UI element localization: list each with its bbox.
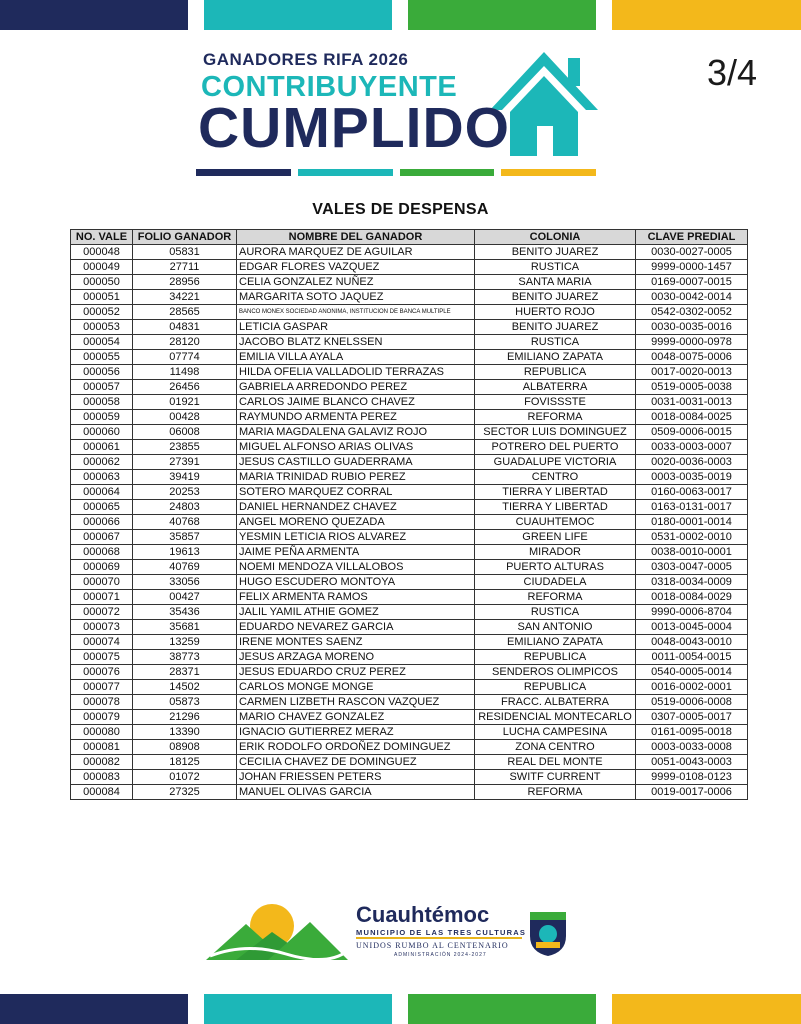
table-row xyxy=(71,365,748,380)
cell-folio: 33056 xyxy=(133,575,237,590)
cell-colonia: BENITO JUAREZ xyxy=(475,290,636,305)
cell-clave: 0048-0043-0010 xyxy=(636,635,748,650)
cell-colonia: EMILIANO ZAPATA xyxy=(475,635,636,650)
cell-no-vale: 000063 xyxy=(71,470,133,485)
table-row xyxy=(71,560,748,575)
municipal-logo xyxy=(206,902,578,972)
cell-no-vale: 000070 xyxy=(71,575,133,590)
cell-no-vale: 000071 xyxy=(71,590,133,605)
cell-nombre: SOTERO MARQUEZ CORRAL xyxy=(237,485,475,500)
cell-folio: 01072 xyxy=(133,770,237,785)
table-row xyxy=(71,605,748,620)
cell-no-vale: 000058 xyxy=(71,395,133,410)
cell-no-vale: 000049 xyxy=(71,260,133,275)
cell-colonia: TIERRA Y LIBERTAD xyxy=(475,500,636,515)
table-row xyxy=(71,455,748,470)
cell-colonia: BENITO JUAREZ xyxy=(475,320,636,335)
cell-no-vale: 000056 xyxy=(71,365,133,380)
cell-clave: 0011-0054-0015 xyxy=(636,650,748,665)
cell-clave: 0318-0034-0009 xyxy=(636,575,748,590)
cell-no-vale: 000065 xyxy=(71,500,133,515)
column-header-colonia: COLONIA xyxy=(475,230,636,245)
top-band-yellow xyxy=(612,0,801,30)
table-row xyxy=(71,725,748,740)
cell-clave: 0033-0003-0007 xyxy=(636,440,748,455)
cell-colonia: SECTOR LUIS DOMINGUEZ xyxy=(475,425,636,440)
cell-colonia: MIRADOR xyxy=(475,545,636,560)
cell-colonia: REPUBLICA xyxy=(475,365,636,380)
cell-folio: 18125 xyxy=(133,755,237,770)
cell-no-vale: 000078 xyxy=(71,695,133,710)
cell-clave: 0163-0131-0017 xyxy=(636,500,748,515)
cell-no-vale: 000064 xyxy=(71,485,133,500)
cell-folio: 14502 xyxy=(133,680,237,695)
logo-line-ganadores: GANADORES RIFA 2026 xyxy=(203,50,409,69)
city-slogan: UNIDOS RUMBO AL CENTENARIO xyxy=(356,941,509,950)
cell-clave: 0307-0005-0017 xyxy=(636,710,748,725)
table-row xyxy=(71,395,748,410)
cell-clave: 0020-0036-0003 xyxy=(636,455,748,470)
cell-nombre: EDUARDO NEVAREZ GARCIA xyxy=(237,620,475,635)
cell-clave: 0019-0017-0006 xyxy=(636,785,748,800)
cell-nombre: DANIEL HERNANDEZ CHAVEZ xyxy=(237,500,475,515)
cell-clave: 0161-0095-0018 xyxy=(636,725,748,740)
cell-no-vale: 000073 xyxy=(71,620,133,635)
cell-clave: 0519-0006-0008 xyxy=(636,695,748,710)
cell-clave: 0017-0020-0013 xyxy=(636,365,748,380)
cell-colonia: HUERTO ROJO xyxy=(475,305,636,320)
top-band-navy xyxy=(0,0,188,30)
cell-colonia: REFORMA xyxy=(475,785,636,800)
cell-folio: 27391 xyxy=(133,455,237,470)
cell-nombre: IRENE MONTES SAENZ xyxy=(237,635,475,650)
table-row xyxy=(71,575,748,590)
cell-no-vale: 000051 xyxy=(71,290,133,305)
column-header-clave: CLAVE PREDIAL xyxy=(636,230,748,245)
cell-folio: 28371 xyxy=(133,665,237,680)
winners-table xyxy=(70,229,748,800)
cell-folio: 35681 xyxy=(133,620,237,635)
cell-clave: 0169-0007-0015 xyxy=(636,275,748,290)
cell-colonia: CIUDADELA xyxy=(475,575,636,590)
cell-nombre: EDGAR FLORES VAZQUEZ xyxy=(237,260,475,275)
cell-no-vale: 000057 xyxy=(71,380,133,395)
cell-no-vale: 000050 xyxy=(71,275,133,290)
logo-bar-green xyxy=(400,169,495,176)
cell-nombre: RAYMUNDO ARMENTA PEREZ xyxy=(237,410,475,425)
cell-colonia: FRACC. ALBATERRA xyxy=(475,695,636,710)
table-row xyxy=(71,440,748,455)
crest-band xyxy=(530,912,566,920)
cell-colonia: CENTRO xyxy=(475,470,636,485)
cell-no-vale: 000055 xyxy=(71,350,133,365)
cell-no-vale: 000079 xyxy=(71,710,133,725)
cell-folio: 27325 xyxy=(133,785,237,800)
cell-colonia: REFORMA xyxy=(475,590,636,605)
table-row xyxy=(71,680,748,695)
page-number: 3/4 xyxy=(706,52,757,93)
cell-folio: 05873 xyxy=(133,695,237,710)
city-name: Cuauhtémoc xyxy=(356,902,490,927)
cell-no-vale: 000062 xyxy=(71,455,133,470)
bottom-band-yellow xyxy=(612,994,801,1024)
cell-colonia: TIERRA Y LIBERTAD xyxy=(475,485,636,500)
cell-no-vale: 000054 xyxy=(71,335,133,350)
cell-folio: 19613 xyxy=(133,545,237,560)
cell-colonia: EMILIANO ZAPATA xyxy=(475,350,636,365)
table-row xyxy=(71,590,748,605)
cell-folio: 13390 xyxy=(133,725,237,740)
cell-folio: 38773 xyxy=(133,650,237,665)
cell-nombre: MARIA TRINIDAD RUBIO PEREZ xyxy=(237,470,475,485)
cell-clave: 0030-0035-0016 xyxy=(636,320,748,335)
bottom-band-navy xyxy=(0,994,188,1024)
table-row xyxy=(71,470,748,485)
cell-nombre: JESUS CASTILLO GUADERRAMA xyxy=(237,455,475,470)
logo-line-contribuyente: CONTRIBUYENTE xyxy=(201,71,458,103)
bottom-band-teal xyxy=(204,994,392,1024)
cell-no-vale: 000076 xyxy=(71,665,133,680)
cell-folio: 39419 xyxy=(133,470,237,485)
cell-nombre: AURORA MARQUEZ DE AGUILAR xyxy=(237,245,475,260)
table-row xyxy=(71,545,748,560)
cell-nombre: HILDA OFELIA VALLADOLID TERRAZAS xyxy=(237,365,475,380)
cell-folio: 11498 xyxy=(133,365,237,380)
cell-nombre: JACOBO BLATZ KNELSSEN xyxy=(237,335,475,350)
top-band-green xyxy=(408,0,596,30)
cell-nombre: GABRIELA ARREDONDO PEREZ xyxy=(237,380,475,395)
cell-nombre: NOEMI MENDOZA VILLALOBOS xyxy=(237,560,475,575)
cell-nombre: MARIA MAGDALENA GALAVIZ ROJO xyxy=(237,425,475,440)
cell-no-vale: 000067 xyxy=(71,530,133,545)
cell-folio: 00427 xyxy=(133,590,237,605)
cell-clave: 0016-0002-0001 xyxy=(636,680,748,695)
cell-clave: 0160-0063-0017 xyxy=(636,485,748,500)
cell-no-vale: 000074 xyxy=(71,635,133,650)
cell-nombre: CECILIA CHAVEZ DE DOMINGUEZ xyxy=(237,755,475,770)
cell-nombre: JESUS EDUARDO CRUZ PEREZ xyxy=(237,665,475,680)
cell-nombre: MARIO CHAVEZ GONZALEZ xyxy=(237,710,475,725)
cell-no-vale: 000072 xyxy=(71,605,133,620)
cell-colonia: FOVISSSTE xyxy=(475,395,636,410)
cell-no-vale: 000068 xyxy=(71,545,133,560)
cell-nombre: ANGEL MORENO QUEZADA xyxy=(237,515,475,530)
cell-clave: 0180-0001-0014 xyxy=(636,515,748,530)
cell-colonia: ALBATERRA xyxy=(475,380,636,395)
cell-nombre: HUGO ESCUDERO MONTOYA xyxy=(237,575,475,590)
cell-colonia: RUSTICA xyxy=(475,260,636,275)
cell-clave: 0003-0035-0019 xyxy=(636,470,748,485)
table-row xyxy=(71,740,748,755)
cell-folio: 23855 xyxy=(133,440,237,455)
cell-nombre: EMILIA VILLA AYALA xyxy=(237,350,475,365)
table-row xyxy=(71,515,748,530)
cell-no-vale: 000082 xyxy=(71,755,133,770)
cell-clave: 0303-0047-0005 xyxy=(636,560,748,575)
cell-nombre: JESUS ARZAGA MORENO xyxy=(237,650,475,665)
cell-folio: 24803 xyxy=(133,500,237,515)
cell-folio: 21296 xyxy=(133,710,237,725)
cell-clave: 0051-0043-0003 xyxy=(636,755,748,770)
cell-no-vale: 000053 xyxy=(71,320,133,335)
crest-base xyxy=(536,942,560,948)
cell-colonia: SENDEROS OLIMPICOS xyxy=(475,665,636,680)
cell-clave: 0013-0045-0004 xyxy=(636,620,748,635)
cell-clave: 0509-0006-0015 xyxy=(636,425,748,440)
cell-nombre: JALIL YAMIL ATHIE GOMEZ xyxy=(237,605,475,620)
cell-nombre: IGNACIO GUTIERREZ MERAZ xyxy=(237,725,475,740)
cell-clave: 9999-0000-1457 xyxy=(636,260,748,275)
table-row xyxy=(71,245,748,260)
cell-clave: 0038-0010-0001 xyxy=(636,545,748,560)
cell-folio: 26456 xyxy=(133,380,237,395)
bottom-band-green xyxy=(408,994,596,1024)
table-row xyxy=(71,380,748,395)
coat-of-arms-icon xyxy=(526,906,570,958)
city-subtitle: MUNICIPIO DE LAS TRES CULTURAS xyxy=(356,928,527,937)
cell-colonia: REAL DEL MONTE xyxy=(475,755,636,770)
cell-colonia: BENITO JUAREZ xyxy=(475,245,636,260)
cell-colonia: REPUBLICA xyxy=(475,680,636,695)
cell-folio: 34221 xyxy=(133,290,237,305)
table-header-row xyxy=(71,230,748,245)
cell-nombre: BANCO MONEX SOCIEDAD ANONIMA, INSTITUCION DE BANCA MULTIPLE xyxy=(237,305,475,320)
cell-folio: 01921 xyxy=(133,395,237,410)
table-row xyxy=(71,770,748,785)
cell-folio: 20253 xyxy=(133,485,237,500)
table-row xyxy=(71,275,748,290)
cell-colonia: SWITF CURRENT xyxy=(475,770,636,785)
contribuyente-cumplido-logo xyxy=(196,48,608,180)
cell-no-vale: 000061 xyxy=(71,440,133,455)
cell-folio: 40768 xyxy=(133,515,237,530)
cell-colonia: RESIDENCIAL MONTECARLO xyxy=(475,710,636,725)
cell-nombre: CELIA GONZALEZ NUÑEZ xyxy=(237,275,475,290)
cell-clave: 0030-0027-0005 xyxy=(636,245,748,260)
cell-no-vale: 000052 xyxy=(71,305,133,320)
cell-clave: 0003-0033-0008 xyxy=(636,740,748,755)
cell-nombre: ERIK RODOLFO ORDOÑEZ DOMINGUEZ xyxy=(237,740,475,755)
cell-colonia: SAN ANTONIO xyxy=(475,620,636,635)
table-row xyxy=(71,320,748,335)
cell-nombre: YESMIN LETICIA RIOS ALVAREZ xyxy=(237,530,475,545)
cell-nombre: CARLOS JAIME BLANCO CHAVEZ xyxy=(237,395,475,410)
cell-nombre: MARGARITA SOTO JAQUEZ xyxy=(237,290,475,305)
section-title: VALES DE DESPENSA xyxy=(312,201,489,218)
cell-no-vale: 000060 xyxy=(71,425,133,440)
table-row xyxy=(71,305,748,320)
cell-no-vale: 000069 xyxy=(71,560,133,575)
cell-folio: 28565 xyxy=(133,305,237,320)
cell-clave: 0540-0005-0014 xyxy=(636,665,748,680)
cell-clave: 0048-0075-0006 xyxy=(636,350,748,365)
cell-clave: 0018-0084-0029 xyxy=(636,590,748,605)
cell-folio: 28120 xyxy=(133,335,237,350)
cell-folio: 35436 xyxy=(133,605,237,620)
cell-clave: 9990-0006-8704 xyxy=(636,605,748,620)
logo-bar-teal xyxy=(298,169,393,176)
cell-colonia: LUCHA CAMPESINA xyxy=(475,725,636,740)
cell-folio: 07774 xyxy=(133,350,237,365)
cell-clave: 0519-0005-0038 xyxy=(636,380,748,395)
cell-colonia: GREEN LIFE xyxy=(475,530,636,545)
cell-clave: 0030-0042-0014 xyxy=(636,290,748,305)
cell-colonia: RUSTICA xyxy=(475,605,636,620)
cell-nombre: CARLOS MONGE MONGE xyxy=(237,680,475,695)
cell-folio: 13259 xyxy=(133,635,237,650)
cell-colonia: RUSTICA xyxy=(475,335,636,350)
table-row xyxy=(71,485,748,500)
cell-no-vale: 000077 xyxy=(71,680,133,695)
mountains-sun-icon xyxy=(206,902,348,960)
table-row xyxy=(71,755,748,770)
table-row xyxy=(71,650,748,665)
column-header-nombre: NOMBRE DEL GANADOR xyxy=(237,230,475,245)
cell-folio: 05831 xyxy=(133,245,237,260)
table-row xyxy=(71,425,748,440)
cell-nombre: JAIME PEÑA ARMENTA xyxy=(237,545,475,560)
cell-clave: 0018-0084-0025 xyxy=(636,410,748,425)
table-row xyxy=(71,665,748,680)
cell-colonia: REPUBLICA xyxy=(475,650,636,665)
cell-clave: 0031-0031-0013 xyxy=(636,395,748,410)
cell-colonia: PUERTO ALTURAS xyxy=(475,560,636,575)
table-row xyxy=(71,785,748,800)
cell-folio: 08908 xyxy=(133,740,237,755)
cell-nombre: MIGUEL ALFONSO ARIAS OLIVAS xyxy=(237,440,475,455)
cell-no-vale: 000084 xyxy=(71,785,133,800)
logo-bar-yellow xyxy=(501,169,596,176)
table-row xyxy=(71,290,748,305)
cell-nombre: JOHAN FRIESSEN PETERS xyxy=(237,770,475,785)
cell-no-vale: 000066 xyxy=(71,515,133,530)
crest-emblem xyxy=(539,925,557,943)
cell-folio: 27711 xyxy=(133,260,237,275)
logo-color-bars xyxy=(196,169,596,176)
house-chimney xyxy=(568,58,580,86)
cell-no-vale: 000080 xyxy=(71,725,133,740)
column-header-folio: FOLIO GANADOR xyxy=(133,230,237,245)
logo-bar-navy xyxy=(196,169,291,176)
table-row xyxy=(71,410,748,425)
city-administration: ADMINISTRACIÓN 2024-2027 xyxy=(394,952,487,958)
cell-clave: 0542-0302-0052 xyxy=(636,305,748,320)
table-row xyxy=(71,350,748,365)
cell-nombre: MANUEL OLIVAS GARCIA xyxy=(237,785,475,800)
cell-colonia: GUADALUPE VICTORIA xyxy=(475,455,636,470)
table-row xyxy=(71,260,748,275)
house-door xyxy=(537,126,553,156)
table-row xyxy=(71,530,748,545)
city-divider xyxy=(356,937,522,939)
cell-folio: 28956 xyxy=(133,275,237,290)
cell-folio: 00428 xyxy=(133,410,237,425)
cell-no-vale: 000048 xyxy=(71,245,133,260)
cell-nombre: FELIX ARMENTA RAMOS xyxy=(237,590,475,605)
cell-no-vale: 000075 xyxy=(71,650,133,665)
column-header-no-vale: NO. VALE xyxy=(71,230,133,245)
logo-line-cumplido: CUMPLIDO xyxy=(198,96,510,160)
cell-no-vale: 000083 xyxy=(71,770,133,785)
table-row xyxy=(71,635,748,650)
cell-colonia: REFORMA xyxy=(475,410,636,425)
table-row xyxy=(71,335,748,350)
cell-colonia: POTRERO DEL PUERTO xyxy=(475,440,636,455)
cell-colonia: SANTA MARIA xyxy=(475,275,636,290)
cell-folio: 06008 xyxy=(133,425,237,440)
cell-no-vale: 000081 xyxy=(71,740,133,755)
cell-no-vale: 000059 xyxy=(71,410,133,425)
cell-colonia: ZONA CENTRO xyxy=(475,740,636,755)
cell-colonia: CUAUHTEMOC xyxy=(475,515,636,530)
cell-nombre: CARMEN LIZBETH RASCON VAZQUEZ xyxy=(237,695,475,710)
cell-clave: 9999-0108-0123 xyxy=(636,770,748,785)
cell-nombre: LETICIA GASPAR xyxy=(237,320,475,335)
table-row xyxy=(71,695,748,710)
top-band-teal xyxy=(204,0,392,30)
table-row xyxy=(71,710,748,725)
cell-clave: 9999-0000-0978 xyxy=(636,335,748,350)
table-row xyxy=(71,620,748,635)
cell-folio: 04831 xyxy=(133,320,237,335)
table-row xyxy=(71,500,748,515)
cell-folio: 40769 xyxy=(133,560,237,575)
cell-folio: 35857 xyxy=(133,530,237,545)
cell-clave: 0531-0002-0010 xyxy=(636,530,748,545)
